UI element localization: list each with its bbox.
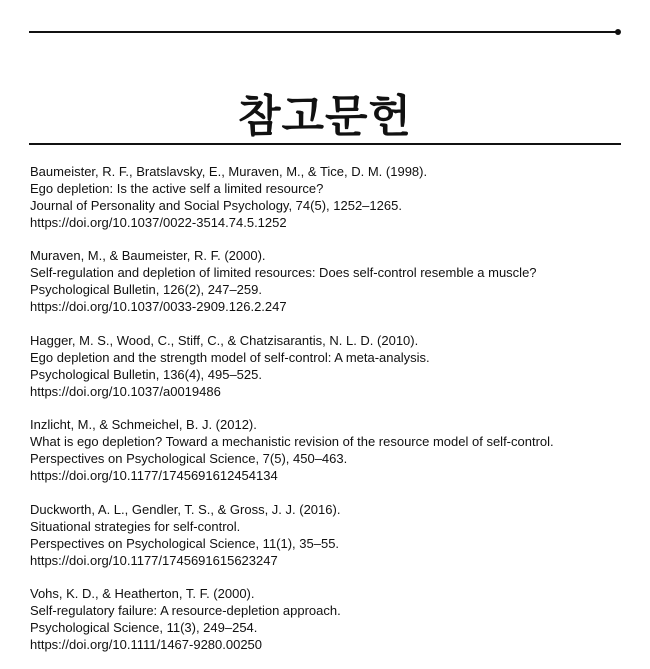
page-title: 참고문헌 — [237, 91, 412, 143]
reference-doi: https://doi.org/10.1037/0022-3514.74.5.1252 — [30, 215, 287, 230]
reference-source: Psychological Bulletin, 136(4), 495–525. — [30, 366, 262, 382]
reference-source: Perspectives on Psychological Science, 7(5), 450–463. — [30, 451, 348, 467]
reference-source: Psychological Bulletin, 126(2), 247–259. — [30, 282, 262, 298]
reference-authors: Baumeister, R. F., Bratslavsky, E., Muraven, M., & Tice, D. M. (1998). — [30, 164, 428, 179]
reference-title: Ego depletion: Is the active self a limited resource? — [30, 181, 324, 196]
reference-authors: Hagger, M. S., Wood, C., Stiff, C., & Chatzisarantis, N. L. D. (2010). — [30, 332, 419, 348]
reference-doi: https://doi.org/10.1037/0033-2909.126.2.247 — [30, 299, 287, 315]
reference-title: What is ego depletion? Toward a mechanistic revision of the resource model of self-control. — [30, 434, 554, 450]
reference-title: Ego depletion and the strength model of self-control: A meta-analysis. — [30, 349, 430, 365]
reference-doi: https://doi.org/10.1111/1467-9280.00250 — [30, 636, 263, 652]
reference-source: Journal of Personality and Social Psychology, 74(5), 1252–1265. — [30, 198, 402, 213]
reference-item — [30, 416, 630, 484]
reference-authors: Muraven, M., & Baumeister, R. F. (2000). — [30, 248, 266, 264]
reference-item — [30, 501, 630, 569]
reference-doi: https://doi.org/10.1177/1745691615623247 — [30, 552, 278, 568]
title-divider — [29, 143, 621, 145]
reference-list — [30, 163, 630, 669]
reference-title: Situational strategies for self-control. — [30, 518, 241, 534]
reference-title: Self-regulatory failure: A resource-depletion approach. — [30, 602, 341, 618]
reference-authors: Inzlicht, M., & Schmeichel, B. J. (2012). — [30, 417, 257, 433]
reference-authors: Vohs, K. D., & Heatherton, T. F. (2000). — [30, 585, 255, 601]
reference-doi: https://doi.org/10.1177/1745691612454134 — [30, 468, 278, 484]
reference-source: Psychological Science, 11(3), 249–254. — [30, 619, 258, 635]
divider-end-dot — [615, 29, 621, 35]
top-divider — [29, 31, 619, 33]
reference-item — [30, 247, 630, 315]
reference-source: Perspectives on Psychological Science, 11(1), 35–55. — [30, 535, 340, 551]
reference-item — [30, 163, 630, 231]
reference-title: Self-regulation and depletion of limited resources: Does self-control resemble a muscle? — [30, 265, 537, 281]
reference-item — [30, 585, 630, 653]
reference-authors: Duckworth, A. L., Gendler, T. S., & Gross, J. J. (2016). — [30, 501, 341, 517]
reference-doi: https://doi.org/10.1037/a0019486 — [30, 383, 221, 399]
reference-item — [30, 332, 630, 400]
